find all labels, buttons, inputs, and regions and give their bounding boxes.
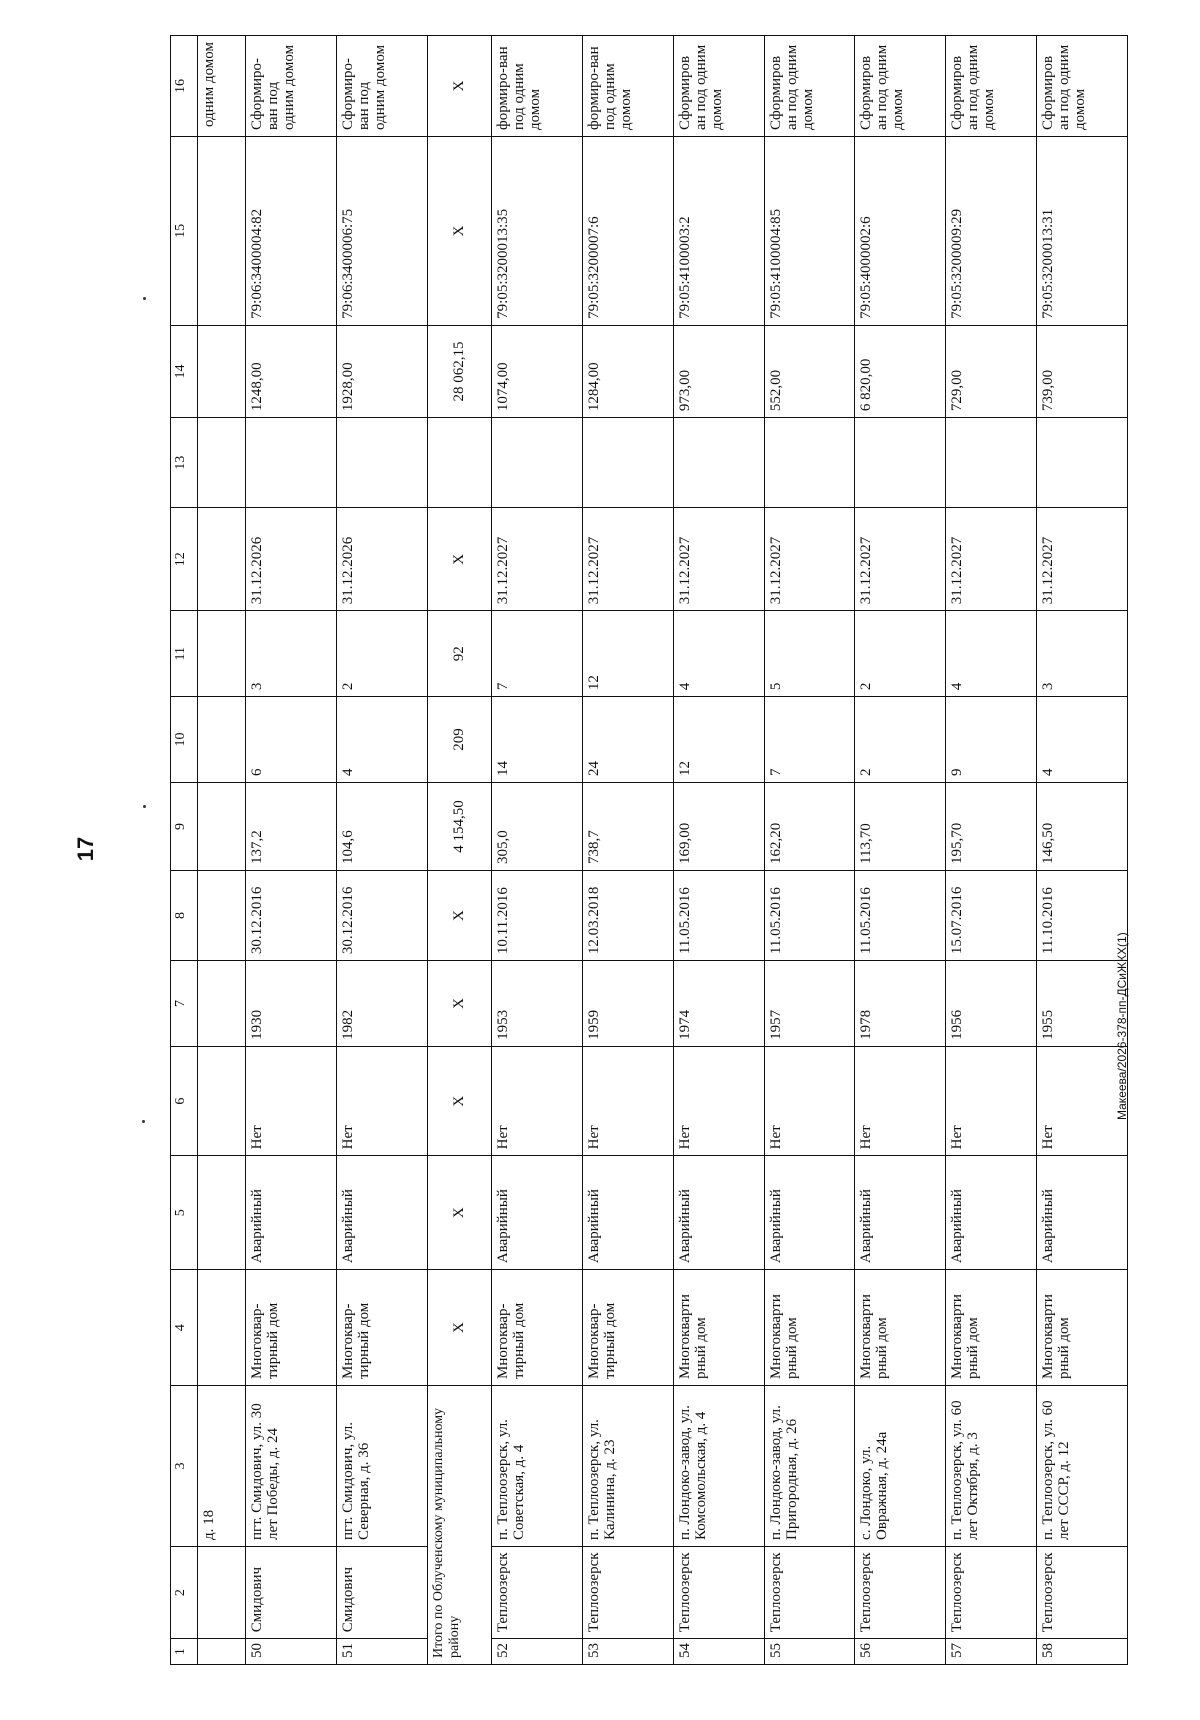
cell-c14: 729,00 (946, 325, 1037, 417)
column-number: 5 (171, 1156, 198, 1270)
column-number: 4 (171, 1270, 198, 1386)
cell-c6: Нет (336, 1046, 427, 1155)
column-number: 16 (171, 36, 198, 137)
cell-people: 4 (1037, 697, 1128, 783)
row-number: 51 (336, 1639, 427, 1665)
column-number: 9 (171, 782, 198, 870)
cell-c16: Сформиров ан под одним домом (673, 36, 764, 137)
cell-cadastral: 79:05:3200013:31 (1037, 136, 1128, 325)
column-number: 1 (171, 1639, 198, 1665)
cell-settlement: Теплоозерск (946, 1546, 1037, 1638)
cell-c13 (427, 418, 491, 508)
cell-house-type: Многокварти рный дом (1037, 1270, 1128, 1386)
cell-people: 14 (492, 697, 583, 783)
cell-address: п. Теплоозерск, ул. Советская, д. 4 (492, 1386, 583, 1547)
cell-settlement: Теплоозерск (492, 1546, 583, 1638)
cell-c14: 28 062,15 (427, 325, 491, 417)
cell-date: 30.12.2016 (336, 870, 427, 960)
document-footer: Макеева/2026-378-пп-ДСиЖКХ(1) (1115, 932, 1129, 1120)
cell-cadastral: 79:05:4100003:2 (673, 136, 764, 325)
cell (198, 1046, 246, 1155)
cell (198, 136, 246, 325)
cell-house-type: Многоквар-тирный дом (492, 1270, 583, 1386)
row-number: 53 (582, 1639, 673, 1665)
cell-status: Аварийный (673, 1156, 764, 1270)
cell-house-type: Многокварти рный дом (946, 1270, 1037, 1386)
cell-date: 11.05.2016 (764, 870, 855, 960)
cell-date: 11.05.2016 (855, 870, 946, 960)
cell-cadastral: 79:05:4000002:6 (855, 136, 946, 325)
cell (198, 325, 246, 417)
cell-date: 30.12.2016 (246, 870, 337, 960)
cell-rooms: 3 (246, 611, 337, 697)
table-row (246, 36, 337, 1665)
cell-deadline: 31.12.2027 (1037, 508, 1128, 611)
cell-address: п. Теплоозерск, ул. Калинина, д. 23 (582, 1386, 673, 1547)
column-number: 6 (171, 1046, 198, 1155)
row-number: 54 (673, 1639, 764, 1665)
cell-status: Х (427, 1156, 491, 1270)
cell-c16: Х (427, 36, 491, 137)
cell (198, 1639, 246, 1665)
column-number: 10 (171, 697, 198, 783)
cell-c6: Нет (1037, 1046, 1128, 1155)
cell-people: 2 (855, 697, 946, 783)
cell-rooms: 5 (764, 611, 855, 697)
cell-area: 104,6 (336, 782, 427, 870)
cell-year: 1978 (855, 961, 946, 1047)
cell-c13 (764, 418, 855, 508)
cell-rooms: 2 (855, 611, 946, 697)
cell-rooms: 3 (1037, 611, 1128, 697)
cell-year: 1955 (1037, 961, 1128, 1047)
cell-settlement: Смидович (336, 1546, 427, 1638)
cell-deadline: Х (427, 508, 491, 611)
cell-c6: Х (427, 1046, 491, 1155)
cell-house-type: Многокварти рный дом (855, 1270, 946, 1386)
table-row (946, 36, 1037, 1665)
cell (198, 782, 246, 870)
cell-rooms: 12 (582, 611, 673, 697)
column-number: 8 (171, 870, 198, 960)
cell-address: п. Теплоозерск, ул. 60 лет Октября, д. 3 (946, 1386, 1037, 1547)
cell (198, 418, 246, 508)
cell-date: Х (427, 870, 491, 960)
cell-status: Аварийный (1037, 1156, 1128, 1270)
cell (198, 961, 246, 1047)
cell-c16: формиро-ван под одним домом (582, 36, 673, 137)
cell-deadline: 31.12.2027 (764, 508, 855, 611)
column-number: 15 (171, 136, 198, 325)
cell-rooms: 4 (946, 611, 1037, 697)
cell-c6: Нет (246, 1046, 337, 1155)
cell-address: пгт. Смидович, ул. Северная, д. 36 (336, 1386, 427, 1547)
cell-status: Аварийный (855, 1156, 946, 1270)
cell-c14: 552,00 (764, 325, 855, 417)
cell-date: 11.10.2016 (1037, 870, 1128, 960)
cell-deadline: 31.12.2027 (582, 508, 673, 611)
cell-house-type: Многокварти рный дом (764, 1270, 855, 1386)
cell-cadastral: 79:06:3400004:82 (246, 136, 337, 325)
cell-year: Х (427, 961, 491, 1047)
cell-c13 (582, 418, 673, 508)
cell-year: 1953 (492, 961, 583, 1047)
cell-house-type: Многокварти рный дом (673, 1270, 764, 1386)
cell-status: Аварийный (764, 1156, 855, 1270)
cell-date: 11.05.2016 (673, 870, 764, 960)
column-number: 3 (171, 1386, 198, 1547)
cell-area: 113,70 (855, 782, 946, 870)
cell-settlement: Теплоозерск (673, 1546, 764, 1638)
cell-status: Аварийный (336, 1156, 427, 1270)
cell-c6: Нет (855, 1046, 946, 1155)
cell-settlement: Смидович (246, 1546, 337, 1638)
cell-note: одним домом (198, 36, 246, 137)
cell-c13 (492, 418, 583, 508)
cell-c6: Нет (492, 1046, 583, 1155)
cell-area: 305,0 (492, 782, 583, 870)
cell-cadastral: 79:05:4100004:85 (764, 136, 855, 325)
cell-area: 4 154,50 (427, 782, 491, 870)
cell-people: 4 (336, 697, 427, 783)
cell-status: Аварийный (492, 1156, 583, 1270)
table-row (855, 36, 946, 1665)
cell-people: 12 (673, 697, 764, 783)
column-number: 12 (171, 508, 198, 611)
rotated-table-wrapper (170, 35, 1128, 1665)
cell-c13 (336, 418, 427, 508)
cell-status: Аварийный (582, 1156, 673, 1270)
cell-house-type: Многоквар-тирный дом (336, 1270, 427, 1386)
cell (198, 1156, 246, 1270)
housing-table (170, 35, 1128, 1665)
column-number: 2 (171, 1546, 198, 1638)
cell-cadastral: 79:05:3200007:6 (582, 136, 673, 325)
cell-deadline: 31.12.2027 (673, 508, 764, 611)
cell-settlement: Теплоозерск (855, 1546, 946, 1638)
cell-c6: Нет (582, 1046, 673, 1155)
cell (198, 870, 246, 960)
cell-date: 10.11.2016 (492, 870, 583, 960)
scan-speck (142, 1120, 145, 1123)
cell-c16: Сформиров ан под одним домом (855, 36, 946, 137)
cell-year: 1957 (764, 961, 855, 1047)
cell-deadline: 31.12.2027 (855, 508, 946, 611)
cell-year: 1974 (673, 961, 764, 1047)
cell-people: 6 (246, 697, 337, 783)
cell-deadline: 31.12.2026 (246, 508, 337, 611)
cell-area: 169,00 (673, 782, 764, 870)
cell-c6: Нет (764, 1046, 855, 1155)
column-number: 11 (171, 611, 198, 697)
cell-c13 (946, 418, 1037, 508)
cell-status: Аварийный (946, 1156, 1037, 1270)
cell-c14: 1928,00 (336, 325, 427, 417)
cell-c13 (855, 418, 946, 508)
cell-status: Аварийный (246, 1156, 337, 1270)
column-number-row (171, 36, 198, 1665)
continuation-row (198, 36, 246, 1665)
cell-address: с. Лондоко, ул. Овражная, д. 24а (855, 1386, 946, 1547)
cell-c13 (246, 418, 337, 508)
cell-deadline: 31.12.2027 (946, 508, 1037, 611)
cell (198, 611, 246, 697)
total-row (427, 36, 491, 1665)
cell-area: 738,7 (582, 782, 673, 870)
cell-year: 1930 (246, 961, 337, 1047)
cell-cadastral: 79:05:3200009:29 (946, 136, 1037, 325)
cell-c13 (1037, 418, 1128, 508)
cell-address: пгт. Смидович, ул. 30 лет Победы, д. 24 (246, 1386, 337, 1547)
row-number: 57 (946, 1639, 1037, 1665)
cell-area: 146,50 (1037, 782, 1128, 870)
column-number: 14 (171, 325, 198, 417)
scan-speck (143, 297, 146, 300)
cell-cadastral: 79:05:3200013:35 (492, 136, 583, 325)
cell-rooms: 7 (492, 611, 583, 697)
cell-year: 1956 (946, 961, 1037, 1047)
cell-c13 (673, 418, 764, 508)
cell-people: 9 (946, 697, 1037, 783)
cell-c14: 1248,00 (246, 325, 337, 417)
cell-c14: 6 820,00 (855, 325, 946, 417)
cell-deadline: 31.12.2026 (336, 508, 427, 611)
cell-c14: 973,00 (673, 325, 764, 417)
cell-c16: Сформиров ан под одним домом (764, 36, 855, 137)
cell-deadline: 31.12.2027 (492, 508, 583, 611)
column-number: 7 (171, 961, 198, 1047)
table-row (764, 36, 855, 1665)
cell-c14: 1284,00 (582, 325, 673, 417)
cell-year: 1959 (582, 961, 673, 1047)
cell-address: п. Лондоко-завод, ул. Комсомольская, д. 4 (673, 1386, 764, 1547)
cell-c14: 1074,00 (492, 325, 583, 417)
table-row (492, 36, 583, 1665)
cell-date: 12.03.2018 (582, 870, 673, 960)
cell-area: 195,70 (946, 782, 1037, 870)
cell-year: 1982 (336, 961, 427, 1047)
cell-people: 24 (582, 697, 673, 783)
scan-speck (143, 805, 146, 808)
cell-cadastral: 79:06:3400006:75 (336, 136, 427, 325)
row-number: 56 (855, 1639, 946, 1665)
cell-cadastral: Х (427, 136, 491, 325)
cell (198, 697, 246, 783)
table-row (582, 36, 673, 1665)
row-number: 55 (764, 1639, 855, 1665)
cell-c6: Нет (946, 1046, 1037, 1155)
cell-rooms: 92 (427, 611, 491, 697)
cell (198, 1270, 246, 1386)
cell-settlement: Теплоозерск (582, 1546, 673, 1638)
cell-area: 162,20 (764, 782, 855, 870)
row-number: 50 (246, 1639, 337, 1665)
table-row (1037, 36, 1128, 1665)
cell-rooms: 4 (673, 611, 764, 697)
cell-address: п. Лондоко-завод, ул. Пригородная, д. 26 (764, 1386, 855, 1547)
cell-people: 209 (427, 697, 491, 783)
cell-c16: Сформиров ан под одним домом (946, 36, 1037, 137)
total-label: Итого по Облученскому муниципальному району (427, 1386, 491, 1665)
cell-house-type: Многоквар-тирный дом (246, 1270, 337, 1386)
cell-c16: формиро-ван под одним домом (492, 36, 583, 137)
cell-date: 15.07.2016 (946, 870, 1037, 960)
cell-area: 137,2 (246, 782, 337, 870)
row-number: 52 (492, 1639, 583, 1665)
cell-house-type: Х (427, 1270, 491, 1386)
cell-people: 7 (764, 697, 855, 783)
cell-settlement: Теплоозерск (1037, 1546, 1128, 1638)
page-number: 17 (73, 836, 99, 862)
cell (198, 1546, 246, 1638)
cell-c16: Сформиро-ван под одним домом (246, 36, 337, 137)
table-row (336, 36, 427, 1665)
table-row (673, 36, 764, 1665)
cell (198, 508, 246, 611)
cell-settlement: Теплоозерск (764, 1546, 855, 1638)
cell-c6: Нет (673, 1046, 764, 1155)
column-number: 13 (171, 418, 198, 508)
row-number: 58 (1037, 1639, 1128, 1665)
cell-house-type: Многоквар-тирный дом (582, 1270, 673, 1386)
cell-c16: Сформиро-ван под одним домом (336, 36, 427, 137)
cell-address: д. 18 (198, 1386, 246, 1547)
cell-rooms: 2 (336, 611, 427, 697)
cell-address: п. Теплоозерск, ул. 60 лет СССР, д. 12 (1037, 1386, 1128, 1547)
cell-c14: 739,00 (1037, 325, 1128, 417)
cell-c16: Сформиров ан под одним домом (1037, 36, 1128, 137)
